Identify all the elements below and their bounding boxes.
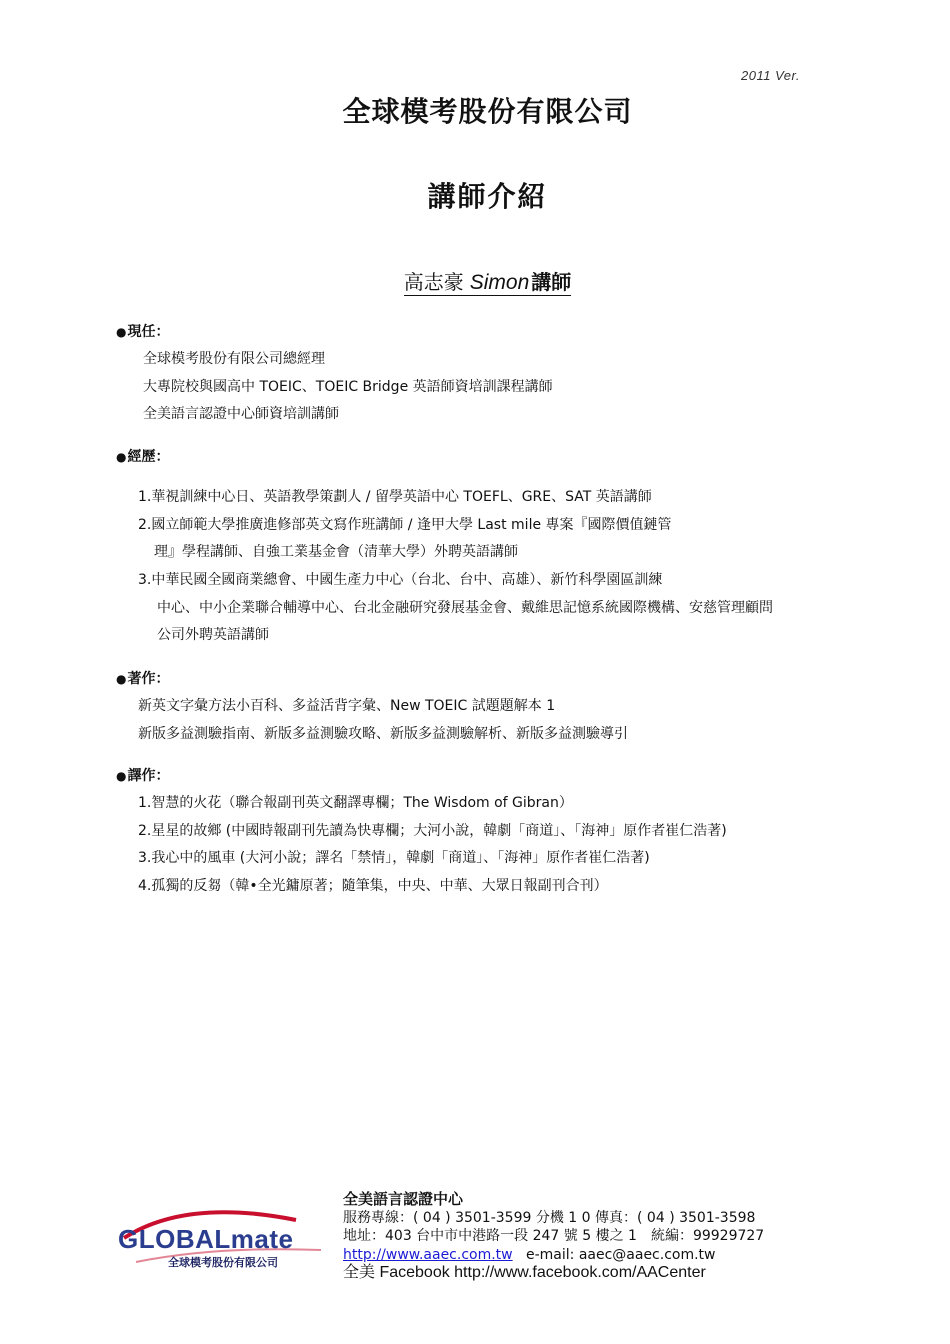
section-heading-text: 現任： xyxy=(127,324,170,340)
list-item: 全球模考股份有限公司總經理 xyxy=(143,351,325,367)
section-works xyxy=(116,665,896,748)
section-heading xyxy=(116,443,896,471)
footer-org-name: 全美語言認證中心 xyxy=(343,1190,464,1208)
logo-subtitle: 全球模考股份有限公司 xyxy=(168,1256,278,1269)
section-heading xyxy=(116,762,896,790)
website-link[interactable]: http://www.aaec.com.tw xyxy=(343,1246,513,1263)
bullet-icon: ● xyxy=(116,450,127,464)
section-experience xyxy=(116,443,896,650)
list-item: 3.我心中的風車 (大河小說；譯名「禁情」，韓劇「商道」、「海神」原作者崔仁浩著) xyxy=(138,850,650,867)
footer-contact xyxy=(343,1190,764,1283)
footer-email: e-mail: aaec@aaec.com.tw xyxy=(525,1246,716,1263)
bullet-icon: ● xyxy=(116,769,127,783)
company-logo xyxy=(116,1206,331,1276)
section-heading-text: 譯作： xyxy=(127,768,170,784)
list-item: 3.中華民國全國商業總會、中國生產力中心（台北、台中、高雄）、新竹科學園區訓練 xyxy=(138,572,663,589)
list-item: 4.孤獨的反芻（韓•全光鏞原著；隨筆集，中央、中華、大眾日報副刊合刊） xyxy=(138,878,608,895)
section-translations xyxy=(116,762,896,901)
list-item: 1.華視訓練中心日、英語教學策劃人 / 留學英語中心 TOEFL、GRE、SAT 英語講師 xyxy=(138,489,652,505)
teacher-name xyxy=(0,266,950,295)
list-item: 2.星星的故鄉 (中國時報副刊先讀為快專欄；大河小說，韓劇「商道」、「海神」原作者崔仁浩著) xyxy=(138,822,727,839)
company-title: 全球模考股份有限公司 xyxy=(342,95,633,128)
list-item: 1.智慧的火花（聯合報副刊英文翻譯專欄；The Wisdom of Gibran） xyxy=(138,795,573,811)
list-item-continuation: 中心、中小企業聯合輔導中心、台北金融研究發展基金會、戴維思記憶系統國際機構、安慈管理顧問 xyxy=(157,599,773,616)
list-item: 2.國立師範大學推廣進修部英文寫作班講師 / 逢甲大學 Last mile 專案『國際價值鏈管 xyxy=(138,516,672,533)
teacher-name-en: Simon xyxy=(469,271,530,294)
section-heading-text: 著作： xyxy=(127,671,170,687)
section-heading xyxy=(116,665,896,693)
bullet-icon: ● xyxy=(116,325,127,339)
version-label: 2011 Ver. xyxy=(741,68,800,83)
list-item: 新版多益測驗指南、新版多益測驗攻略、新版多益測驗解析、新版多益測驗導引 xyxy=(138,725,628,742)
logo-text: GLOBALmate xyxy=(118,1224,294,1254)
list-item-continuation: 公司外聘英語講師 xyxy=(157,627,269,644)
section-heading-text: 經歷： xyxy=(127,449,170,465)
list-item-continuation: 理』學程講師、自強工業基金會（清華大學）外聘英語講師 xyxy=(154,544,518,561)
footer-phone: 服務專線：( 04 ) 3501-3599 分機 1 0 傳真：( 04 ) 3501-3598 xyxy=(343,1209,756,1226)
footer-web-row xyxy=(343,1246,764,1265)
section-current xyxy=(116,318,896,429)
page-heading: 講師介紹 xyxy=(427,180,548,213)
footer-facebook: 全美 Facebook http://www.facebook.com/AACenter xyxy=(343,1264,706,1281)
list-item: 全美語言認證中心師資培訓講師 xyxy=(143,406,339,423)
teacher-name-zh: 高志豪 xyxy=(403,270,464,294)
section-heading xyxy=(116,318,896,346)
teacher-title: 講師 xyxy=(531,270,572,294)
list-item: 新英文字彙方法小百科、多益活背字彙、New TOEIC 試題題解本 1 xyxy=(138,698,556,714)
bullet-icon: ● xyxy=(116,672,127,686)
list-item: 大專院校與國高中 TOEIC、TOEIC Bridge 英語師資培訓課程講師 xyxy=(143,378,553,395)
teacher-name-underline xyxy=(404,270,572,296)
footer-address: 地址：403 台中市中港路一段 247 號 5 樓之 1 統編：99929727 xyxy=(343,1228,765,1244)
